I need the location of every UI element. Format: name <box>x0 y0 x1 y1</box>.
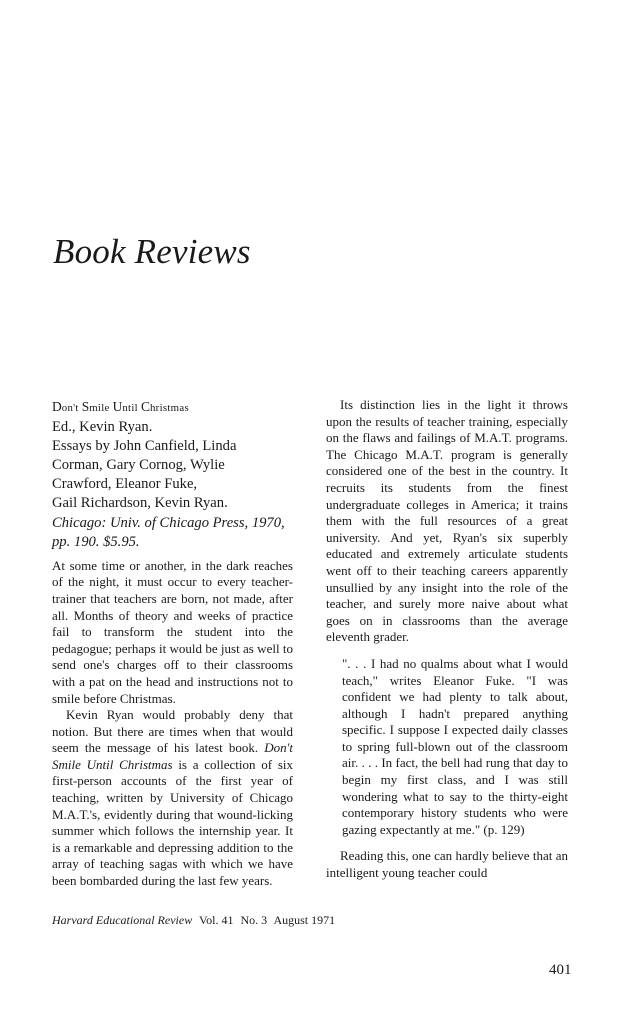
book-editor: Ed., Kevin Ryan. <box>52 419 153 436</box>
right-paragraph-2: Reading this, one can hardly believe that an intelligent young teacher could <box>326 848 568 881</box>
journal-date: August 1971 <box>273 913 336 927</box>
essays-line: Essays by John Canfield, Linda <box>52 438 237 455</box>
page-number: 401 <box>549 962 572 978</box>
publisher-line: Chicago: Univ. of Chicago Press, 1970, <box>52 514 285 531</box>
book-citation <box>52 397 293 552</box>
page-title: Book Reviews <box>53 232 251 271</box>
left-paragraph-1: At some time or another, in the dark reaches of the night, it must occur to every teacher-trainer that teachers are born, not made, after all. Months of theory and weeks of practice fail to transform the student into the pedagogue; perhaps it would be just as well to send one's charges off to their classrooms with a pat on the head and instructions not to smile before Christmas. <box>52 557 293 706</box>
essays-line: Crawford, Eleanor Fuke, <box>52 476 198 493</box>
journal-volume: Vol. 41 <box>199 913 234 927</box>
right-paragraph-1: Its distinction lies in the light it throws upon the results of teacher training, especially on the flaws and failings of M.A.T. programs. The Chicago M.A.T. program is generally considered one of the best in the country. It recruits its students from the finest undergraduate colleges in America; it trains them with the full resources of a great university. And yet, Ryan's six superbly educated and extremely articulate students went off to their teaching careers apparently unsullied by any insight into the role of the teacher, and surely more naive about what goes on in classrooms than the average eleventh grader. <box>326 397 568 645</box>
journal-footer <box>52 913 339 928</box>
right-column <box>326 397 568 882</box>
essays-line: Gail Richardson, Kevin Ryan. <box>52 495 228 512</box>
essays-line: Corman, Gary Cornog, Wylie <box>52 457 225 474</box>
book-title: Don't Smile Until Christmas <box>52 399 189 414</box>
journal-number: No. 3 <box>240 913 268 927</box>
block-quote: ". . . I had no qualms about what I would teach," writes Eleanor Fuke. "I was confident we had plenty to talk about, although I hadn't prepared anything specific. I suppose I expected daily classes to spring full-blown out of the classroom air. . . . In fact, the bell had rung that day to begin my first class, and I was still wondering what to say to the thirty-eight contemporary history students who were gazing expectantly at me." (p. 129) <box>342 655 568 837</box>
left-paragraph-2: Kevin Ryan would probably deny that notion. But there are times when that would seem the message of his latest book. Don't Smile Until Christmas is a collection of six first-person accounts of the first year of teaching, written by University of Chicago M.A.T.'s, evidently during that wound-licking summer which follows the internship year. It is a remarkable and depressing addition to the array of teaching sagas with which we have been bombarded during the last few years. <box>52 707 294 889</box>
journal-name: Harvard Educational Review <box>52 913 193 927</box>
publisher-line: pp. 190. $5.95. <box>52 533 140 550</box>
book-title-inline: Don't Smile Until Christmas <box>52 740 294 772</box>
left-column <box>52 397 293 890</box>
